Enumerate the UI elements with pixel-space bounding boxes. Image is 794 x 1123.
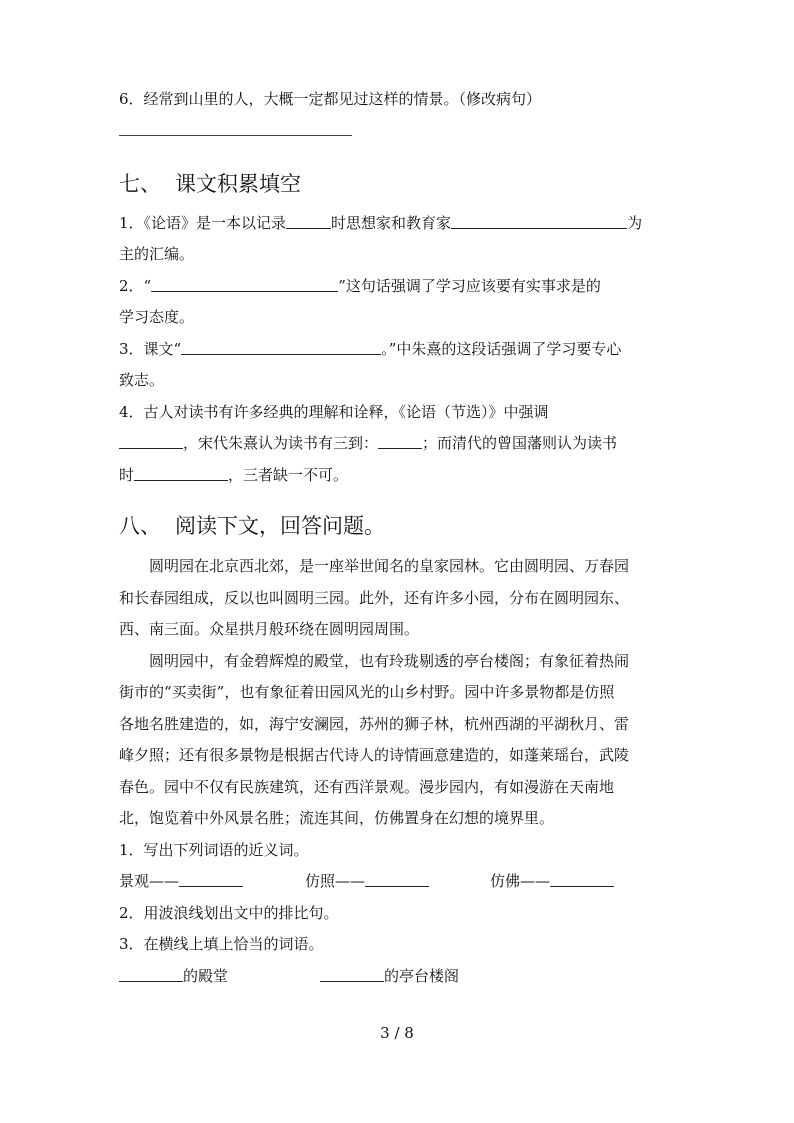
blank[interactable] [365, 871, 429, 887]
s7-q2-line2: 学习态度。 [119, 308, 195, 326]
page-number: 3 / 8 [380, 1024, 414, 1042]
synonym-item-2: 仿照—— [305, 871, 429, 891]
s7-q4-line2: ，宋代朱熹认为读书有三到： ；而清代的曾国藩则认为读书 [119, 433, 617, 453]
passage-line: 各地名胜建造的，如，海宁安澜园，苏州的狮子林，杭州西湖的平湖秋月、雷 [119, 715, 630, 733]
s8-q1: 1．写出下列词语的近义词。 [119, 841, 309, 859]
s7-q4-line1: 4．古人对读书有许多经典的理解和诠释，《论语（节选）》中强调 [119, 403, 549, 421]
section-8-title: 阅读下文，回答问题。 [175, 514, 385, 538]
fill-item-1: 的殿堂 [119, 966, 228, 986]
blank[interactable] [119, 433, 183, 449]
s7-q1-line2: 主的汇编。 [119, 245, 195, 263]
synonym-item-3: 仿佛—— [490, 871, 614, 891]
blank[interactable] [119, 966, 183, 982]
passage-line: 北，饱览着中外风景名胜；流连其间，仿佛置身在幻想的境界里。 [119, 809, 555, 827]
section-7-title: 课文积累填空 [175, 172, 301, 196]
passage-line: 春色。园中不仅有民族建筑，还有西洋景观。漫步园内，有如漫游在天南地 [119, 778, 615, 796]
fill-item-2: 的亭台楼阁 [320, 966, 459, 986]
blank[interactable] [286, 213, 331, 229]
passage-line: 西、南三面。众星拱月般环绕在圆明园周围。 [119, 620, 420, 638]
s7-q1-line1: 1．《论语》是一本以记录 时思想家和教育家 为 [119, 214, 643, 232]
section-7-number: 七、 [119, 172, 161, 196]
synonym-item-1: 景观—— [119, 871, 243, 891]
section-7-heading [119, 170, 301, 198]
blank[interactable] [451, 213, 627, 229]
s8-q3: 3．在横线上填上恰当的词语。 [119, 935, 324, 953]
passage-line: 圆明园中，有金碧辉煌的殿堂，也有玲珑剔透的亭台楼阁；有象征着热闹 [149, 652, 630, 670]
section-8-number: 八、 [119, 514, 161, 538]
question-6: 6．经常到山里的人，大概一定都见过这样的情景。（修改病句） [119, 90, 542, 108]
passage-line: 峰夕照；还有很多景物是根据古代诗人的诗情画意建造的，如蓬莱瑶台，武陵 [119, 746, 630, 764]
blank[interactable] [550, 871, 614, 887]
s7-q3-line2: 致志。 [119, 371, 165, 389]
blank[interactable] [320, 966, 384, 982]
s8-q2: 2．用波浪线划出文中的排比句。 [119, 904, 339, 922]
section-8-heading [119, 512, 385, 540]
s7-q3-line1: 3．课文“ 。”中朱熹的这段话强调了学习要专心 [119, 340, 622, 358]
blank[interactable] [151, 276, 338, 292]
blank[interactable] [134, 465, 228, 481]
s7-q2-line1: 2．“ ”这句话强调了学习应该要有实事求是的 [119, 277, 601, 295]
blank[interactable] [378, 433, 422, 449]
passage-line: 街市的“买卖街”，也有象征着田园风光的山乡村野。园中许多景物都是仿照 [119, 683, 615, 701]
passage-line: 和长春园组成，反以也叫圆明三园。此外，还有许多小园，分布在圆明园东、 [119, 589, 630, 607]
s7-q4-line3: 时 ，三者缺一不可。 [119, 466, 349, 484]
passage-line: 圆明园在北京西北郊，是一座举世闻名的皇家园林。它由圆明园、万春园 [149, 557, 630, 575]
blank[interactable] [179, 871, 243, 887]
blank[interactable] [181, 339, 381, 355]
answer-line[interactable] [119, 135, 352, 136]
